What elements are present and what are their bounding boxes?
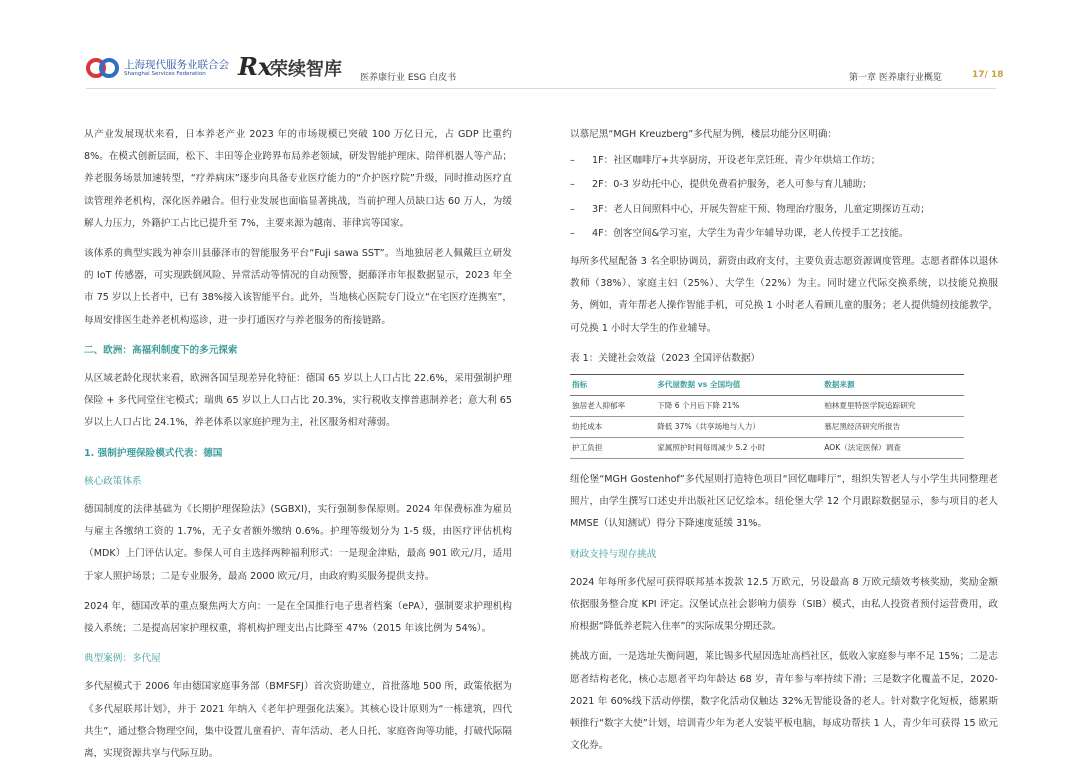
paragraph: 多代屋模式于 2006 年由德国家庭事务部（BMFSFJ）首次资助建立，首批落地 500 所，政策依据为《多代屋联邦计划》，并于 2021 年纳入《老年护理强化法案》。其核心设计原则为“一栋建筑，四代共生”，通过整合物理空间，集中设置儿童看护、青年活动、老人日托、家庭咨询等功能，打破代际隔离，实现资源共享与代际互助。 xyxy=(84,681,512,760)
right-column xyxy=(570,124,998,764)
list-dash: – xyxy=(570,203,575,215)
list-item xyxy=(570,150,998,172)
ssf-emblem-icon xyxy=(86,54,120,82)
rongxu-think-tank-logo xyxy=(238,52,358,84)
org-name-cn: 上海现代服务业联合会 xyxy=(124,59,229,71)
heading-finance: 财政支持与现存挑战 xyxy=(570,548,657,560)
paragraph: 从区域老龄化现状来看，欧洲各国呈现差异化特征：德国 65 岁以上人口占比 22.6%，采用强制护理保险 + 多代同堂住宅模式；瑞典 65 岁以上人口占比 20.3%，实行税收支撑普惠制养老；意大利 65 岁以上人口占比 24.1%，养老体系以家庭护理为主，社区服务相对薄弱。 xyxy=(84,373,512,429)
rx-mark: Rx xyxy=(238,52,273,81)
paragraph: 挑战方面，一是选址失衡问题，莱比锡多代屋因选址高档社区，低收入家庭参与率不足 15%；二是志愿者结构老化，核心志愿者平均年龄达 68 岁，青年参与率持续下滑；三是数字化覆盖不足，2020-2021 年 60%线下活动停摆，数字化活动仅触达 32%无智能设备的老人。针对数字化短板，德累斯顿推行“数字大使”计划，培训青少年为老人安装平板电脑，每成功帮扶 1 人，青少年可获得 15 欧元文化券。 xyxy=(570,651,998,752)
column-header: 指标 xyxy=(570,375,655,396)
section-heading-europe: 二、欧洲：高福利制度下的多元探索 xyxy=(84,344,238,356)
subsection-heading-germany: 1. 强制护理保险模式代表：德国 xyxy=(84,447,223,459)
column-header: 多代屋数据 vs 全国均值 xyxy=(655,375,822,396)
table-cell: 下降 6 个月后下降 21% xyxy=(655,396,822,417)
table-cell: AOK（法定医保）调查 xyxy=(822,438,964,459)
column-header: 数据来源 xyxy=(822,375,964,396)
floor-list xyxy=(570,150,998,245)
list-item-text: 3F：老人日间照料中心，开展失智症干预、物理治疗服务，儿童定期探访互动； xyxy=(592,203,930,215)
paragraph: 德国制度的法律基础为《长期护理保险法》(SGBXI)，实行强制参保原则。2024 年保费标准为雇员与雇主各缴纳工资的 1.7%，无子女者额外缴纳 0.6%。护理等级划分为 1-5 级，由医疗评估机构（MDK）上门评估认定。参保人可自主选择两种福利形式：一是现金津贴，最高 901 欧元/月，适用于家人照护场景；二是专业服务，最高 2000 欧元/月，由政府购买服务提供支持。 xyxy=(84,504,512,582)
paragraph: 该体系的典型实践为神奈川县藤泽市的智能服务平台“Fuji sawa SST”。当地独居老人佩戴巨立研发的 IoT 传感器，可实现跌倒风险、异常活动等情况的自动预警，据藤泽市年报数据显示，2023 年全市 75 岁以上长者中，已有 38%接入该智能平台。此外，当地核心医院专门设立“在宅医疗连携室”，每周安排医生赴养老机构巡诊，进一步打通医疗与养老服务的衔接链路。 xyxy=(84,248,512,326)
table-cell: 柏林夏里特医学院追踪研究 xyxy=(822,396,964,417)
list-dash: – xyxy=(570,179,575,191)
list-item-text: 1F：社区咖啡厅+共享厨房，开设老年烹饪班、青少年烘焙工作坊； xyxy=(592,155,881,167)
paragraph: 纽伦堡“MGH Gostenhof”多代屋则打造特色项目“回忆咖啡厅”，组织失智老人与小学生共同整理老照片，由学生撰写口述史并出版社区记忆绘本。纽伦堡大学 12 个月跟踪数据显示，参与项目的老人 MMSE（认知测试）得分下降速度延缓 31%。 xyxy=(570,474,998,530)
chapter-title: 第一章 医养康行业概览 xyxy=(849,73,942,83)
list-item xyxy=(570,199,998,221)
list-dash: – xyxy=(570,155,575,167)
document-title: 医养康行业 ESG 白皮书 xyxy=(360,73,457,83)
page-number: 17/ 18 xyxy=(972,70,1004,80)
paragraph: 2024 年，德国改革的重点聚焦两大方向：一是在全国推行电子患者档案（ePA），强制要求护理机构接入系统；二是提高居家护理权重，将机构护理支出占比降至 47%（2015 年该比例为 54%）。 xyxy=(84,600,512,635)
table-cell: 幼托成本 xyxy=(570,417,655,438)
paragraph: 从产业发展现状来看，日本养老产业 2023 年的市场规模已突破 100 万亿日元，占 GDP 比重约 8%。在模式创新层面，松下、丰田等企业跨界布局养老领域，研发智能护理床、陪伴机器人等产品；养老服务场景加速转型，“疗养病床”逐步向具备专业医疗能力的“介护医疗院”升级，同时推动医疗直读管理养老机构，深化医养融合。但行业发展也面临显著挑战，当前护理人员缺口达 60 万人，为缓解人力压力，外籍护工占比已提升至 7%，主要来源为越南、菲律宾等国家。 xyxy=(84,129,512,229)
brand-name: 荣续智库 xyxy=(270,59,342,80)
list-item xyxy=(570,223,998,245)
heading-typical-case: 典型案例：多代屋 xyxy=(84,653,161,665)
table-cell: 慕尼黑经济研究所报告 xyxy=(822,417,964,438)
list-item-text: 2F：0-3 岁幼托中心，提供免费看护服务，老人可参与育儿辅助； xyxy=(592,179,872,191)
paragraph: 每所多代屋配备 3 名全职协调员，薪资由政府支付，主要负责志愿资源调度管理。志愿者群体以退休教师（38%）、家庭主妇（25%）、大学生（22%）为主。同时建立代际交换系统，以技能兑换服务，例如，青年帮老人操作智能手机，可兑换 1 小时老人看顾儿童的服务；老人提供缝纫技能教学，可兑换 1 小时大学生的作业辅导。 xyxy=(570,256,998,334)
list-item xyxy=(570,174,998,196)
table-header-row xyxy=(570,375,964,396)
table-row xyxy=(570,417,964,438)
page-header xyxy=(0,0,1080,105)
social-benefit-table xyxy=(570,374,964,459)
paragraph: 以慕尼黑“MGH Kreuzberg”多代屋为例，楼层功能分区明确： xyxy=(570,129,838,140)
list-item-text: 4F：创客空间&学习室，大学生为青少年辅导功课，老人传授手工艺技能。 xyxy=(592,227,909,239)
table-cell: 独居老人抑郁率 xyxy=(570,396,655,417)
heading-core-policy: 核心政策体系 xyxy=(84,475,142,487)
left-column xyxy=(84,124,512,764)
org-name-en: Shanghai Services Federation xyxy=(124,71,206,77)
header-divider xyxy=(86,88,996,89)
paragraph: 2024 年每所多代屋可获得联邦基本拨款 12.5 万欧元，另设最高 8 万欧元绩效考核奖励，奖励金额依据服务整合度 KPI 评定。汉堡试点社会影响力债券（SIB）模式，由私人投资者预付运营费用，政府根据“降低养老院入住率”的实际成果分期还款。 xyxy=(570,576,998,633)
table-cell: 家属照护时间每周减少 5.2 小时 xyxy=(655,438,822,459)
table-caption: 表 1：关键社会效益（2023 全国评估数据） xyxy=(570,352,761,364)
table-row xyxy=(570,438,964,459)
shanghai-services-federation-logo xyxy=(86,54,236,84)
table-row xyxy=(570,396,964,417)
list-dash: – xyxy=(570,227,575,239)
table-cell: 降低 37%（共享场地与人力） xyxy=(655,417,822,438)
table-cell: 护工负担 xyxy=(570,438,655,459)
